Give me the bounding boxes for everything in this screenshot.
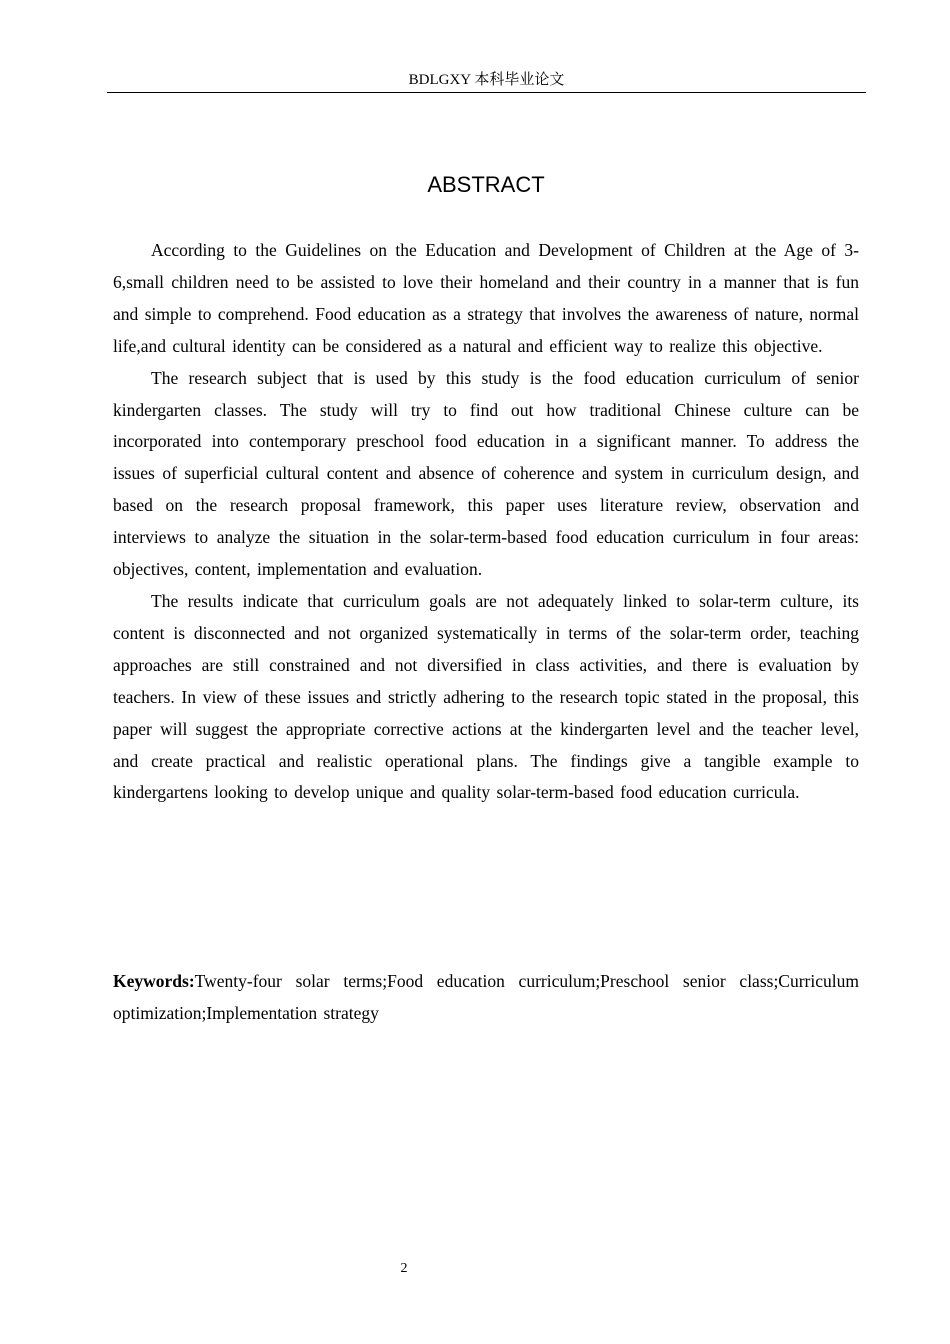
keywords-section [113,966,859,1030]
abstract-paragraph-2: The research subject that is used by this study is the food education curriculum of senior kindergarten classes. The study will try to find out how traditional Chinese culture can be incorporated into contemporary preschool food education in a significant manner. To address the issues of superficial cultural content and absence of coherence and system in curriculum design, and based on the research proposal framework, this paper uses literature review, observation and interviews to analyze the situation in the solar-term-based food education curriculum in four areas: objectives, content, implementation and evaluation. [113,367,859,580]
keywords-label: Keywords: [113,971,195,991]
abstract-title: ABSTRACT [427,172,545,197]
abstract-paragraph-1: According to the Guidelines on the Education and Development of Children at the Age of 3-6,small children need to be assisted to love their homeland and their country in a manner that is fun and simple to comprehend. Food education as a strategy that involves the awareness of nature, normal life,and cultural identity can be considered as a natural and efficient way to realize this objective. [113,240,859,356]
header-text: BDLGXY 本科毕业论文 [408,72,565,88]
abstract-body [113,235,859,809]
page-header [107,68,866,93]
keywords-text: Twenty-four solar terms;Food education curriculum;Preschool senior class;Curriculum optimization;Implementation strategy [113,971,859,1023]
page-number: 2 [400,1261,408,1276]
abstract-paragraph-3: The results indicate that curriculum goals are not adequately linked to solar-term culture, its content is disconnected and not organized systematically in terms of the solar-term order, teaching approaches are still constrained and not diversified in class activities, and there is evaluation by teachers. In view of these issues and strictly adhering to the research topic stated in the proposal, this paper will suggest the appropriate corrective actions at the kindergarten level and the teacher level, and create practical and realistic operational plans. The findings give a tangible example to kindergartens looking to develop unique and quality solar-term-based food education curricula. [113,590,859,803]
